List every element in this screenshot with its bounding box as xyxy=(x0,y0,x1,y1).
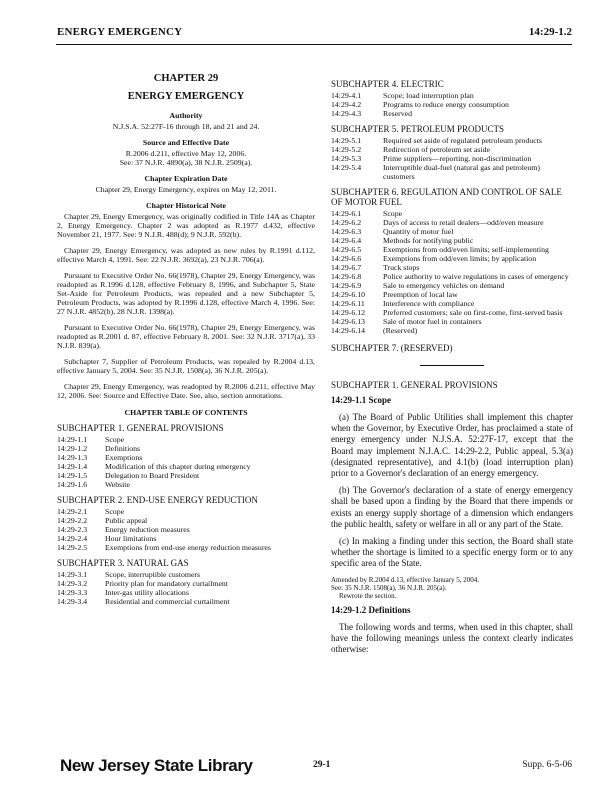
toc-section-number: 14:29-6.9 xyxy=(331,281,362,290)
source-line-2: See: 37 N.J.R. 4890(a), 38 N.J.R. 2509(a). xyxy=(119,158,253,167)
toc-section-title: Residential and commercial curtailment xyxy=(105,597,230,606)
library-watermark: New Jersey State Library xyxy=(60,756,253,775)
toc-section-number: 14:29-4.1 xyxy=(331,91,362,100)
toc-section-number: 14:29-6.4 xyxy=(331,236,362,245)
toc-section-title: Inter-gas utility allocations xyxy=(105,588,189,597)
historical-note-paragraph: Chapter 29, Energy Emergency, was adopted as new rules by R.1991 d.112, effective March 4, 1991. See: 22 N.J.R. 3692(a), 23 N.J.R. 706(a). xyxy=(57,246,315,264)
toc-section-title: Interruptible dual-fuel (natural gas and petroleum) customers xyxy=(383,163,540,181)
toc-section-title: Public appeal xyxy=(105,516,148,525)
authority-text: N.J.S.A. 52:27F-16 through 18, and 21 and 24. xyxy=(112,122,260,131)
toc-row xyxy=(57,588,315,597)
table-of-contents-right xyxy=(331,79,573,335)
toc-section-number: 14:29-2.5 xyxy=(57,543,88,552)
toc-section-title: Redirection of petroleum set aside xyxy=(383,145,490,154)
right-column xyxy=(331,73,573,661)
left-column xyxy=(57,73,315,606)
toc-section-number: 14:29-6.6 xyxy=(331,254,362,263)
toc-section-number: 14:29-2.3 xyxy=(57,525,88,534)
toc-section-title: Police authority to waive regulations in cases of emergency xyxy=(383,272,569,281)
toc-section-title: Preemption of local law xyxy=(383,290,458,299)
toc-section-title: Hour limitations xyxy=(105,534,157,543)
toc-row xyxy=(331,100,573,109)
toc-section-title: Preferred customers; sale on first-come, first-served basis xyxy=(383,308,563,317)
toc-row xyxy=(331,145,573,154)
toc-section-title: Sale to emergency vehicles on demand xyxy=(383,281,505,290)
toc-section-title: Modification of this chapter during emergency xyxy=(105,462,251,471)
toc-section-number: 14:29-6.10 xyxy=(331,290,366,299)
toc-section-title: Truck stops xyxy=(383,263,420,272)
subchapter-heading: SUBCHAPTER 1. GENERAL PROVISIONS xyxy=(57,423,224,433)
toc-row xyxy=(331,326,573,335)
toc-section-number: 14:29-5.3 xyxy=(331,154,362,163)
historical-note-heading: Chapter Historical Note xyxy=(146,201,226,210)
toc-row xyxy=(57,471,315,480)
supplement-date: Supp. 6-5-06 xyxy=(522,760,572,770)
toc-section-number: 14:29-3.1 xyxy=(57,570,88,579)
expiration-text: Chapter 29, Energy Emergency, expires on May 12, 2011. xyxy=(95,185,277,194)
toc-section-number: 14:29-3.2 xyxy=(57,579,88,588)
toc-section-title: Reserved xyxy=(383,109,413,118)
toc-section-number: 14:29-6.2 xyxy=(331,218,362,227)
toc-row xyxy=(331,263,573,272)
toc-section-title: Methods for notifying public xyxy=(383,236,474,245)
toc-section-number: 14:29-5.2 xyxy=(331,145,362,154)
toc-section-number: 14:29-2.2 xyxy=(57,516,88,525)
subchapter-heading: SUBCHAPTER 3. NATURAL GAS xyxy=(57,558,189,568)
expiration-heading: Chapter Expiration Date xyxy=(144,174,228,183)
source-heading: Source and Effective Date xyxy=(142,138,230,147)
toc-section-number: 14:29-5.4 xyxy=(331,163,362,172)
toc-section-number: 14:29-6.14 xyxy=(331,326,366,335)
running-header-section: 14:29-1.2 xyxy=(528,26,572,38)
toc-section-number: 14:29-2.4 xyxy=(57,534,88,543)
historical-note xyxy=(57,212,315,400)
toc-section-title: Exemptions xyxy=(105,453,143,462)
historical-note-paragraph: Chapter 29, Energy Emergency, was originally codified in Title 14A as Chapter 2, Energy Emergency. Chapter 2 was adopted as R.1977 d.432, effective November 21, 1977. See: 9 N.J.R. 488(d); 9 N.J.R. 592(b). xyxy=(57,212,315,239)
historical-note-paragraph: Pursuant to Executive Order No. 66(1978), Chapter 29, Energy Emergency, was readopted as R.1996 d.128, effective February 8, 1996, and Subchapter 5, State Set-Aside for Petroleum Products, was repealed and a new Subchapter 5, Petroleum Products, was adopted by R.1996 d.128, effective March 4, 1996. See: 27 N.J.R. 4852(b), 28 N.J.R. 1398(a). xyxy=(57,271,315,316)
toc-row xyxy=(57,444,315,453)
historical-note-paragraph: Pursuant to Executive Order No. 66(1978), Chapter 29, Energy Emergency, was readopted as R.2001 d. 87, effective February 8, 2001. See: 32 N.J.R. 3717(a), 33 N.J.R. 839(a). xyxy=(57,323,315,350)
toc-row xyxy=(331,281,573,290)
toc-section-title: Energy reduction measures xyxy=(105,525,190,534)
toc-row xyxy=(331,254,573,263)
section-1-1-para-c: (c) In making a finding under this section, the Board shall state whether the shortage is limited to a specific energy form or to any specific area of the State. xyxy=(331,536,573,569)
toc-section-number: 14:29-1.3 xyxy=(57,453,88,462)
section-14-29-1-1-heading: 14:29-1.1 Scope xyxy=(331,395,391,405)
toc-section-title: Quantity of motor fuel xyxy=(383,227,454,236)
toc-section-title: Scope xyxy=(105,507,125,516)
section-1-1-para-a: (a) The Board of Public Utilities shall implement this chapter when the Governor, by Executive Order, has proclaimed a state of energy emergency under N.J.S.A. 52:27F-17, except that the Board may implement N.J.A.C. 14:29-2.2, Public appeal, 5.3(a) (designated representative), and 4.1(b) (load interruption plan) prior to a Governor's declaration of an energy emergency. xyxy=(331,412,573,479)
section-14-29-1-2-heading: 14:29-1.2 Definitions xyxy=(331,604,411,615)
source-line-1: R.2006 d.211, effective May 12, 2006. xyxy=(125,149,247,158)
amendment-line-3: Rewrote the section. xyxy=(339,591,397,600)
toc-section-title: Programs to reduce energy consumption xyxy=(383,100,509,109)
toc-section-title: (Reserved) xyxy=(383,326,418,335)
toc-section-number: 14:29-1.5 xyxy=(57,471,88,480)
toc-row xyxy=(331,245,573,254)
toc-section-title: Priority plan for mandatory curtailment xyxy=(105,579,228,588)
chapter-title: ENERGY EMERGENCY xyxy=(127,91,245,102)
toc-row xyxy=(331,236,573,245)
toc-row xyxy=(57,507,315,516)
toc-row xyxy=(57,570,315,579)
toc-row xyxy=(331,317,573,326)
toc-section-number: 14:29-1.1 xyxy=(57,435,88,444)
toc-section-number: 14:29-6.13 xyxy=(331,317,366,326)
toc-section-number: 14:29-1.4 xyxy=(57,462,88,471)
toc-row xyxy=(57,534,315,543)
toc-section-number: 14:29-6.7 xyxy=(331,263,362,272)
subchapter-heading: SUBCHAPTER 4. ELECTRIC xyxy=(331,79,444,89)
toc-row xyxy=(331,290,573,299)
chapter-number: CHAPTER 29 xyxy=(153,73,219,84)
subchapter-heading: SUBCHAPTER 2. END-USE ENERGY REDUCTION xyxy=(57,495,258,505)
toc-section-number: 14:29-3.3 xyxy=(57,588,88,597)
page-number: 29-1 xyxy=(313,760,331,770)
header-rule xyxy=(56,44,572,45)
toc-section-title: Required set aside of regulated petroleum products xyxy=(383,136,542,145)
toc-row xyxy=(57,453,315,462)
toc-section-title: Exemptions from odd/even limits; self-implementing xyxy=(383,245,549,254)
section-1-1-para-b: (b) The Governor's declaration of a state of energy emergency shall be based upon a finding by the Board that there impends or exists an energy supply shortage of a dimension which endangers the public health, safety or welfare in all or any part of the State. xyxy=(331,485,573,529)
toc-row xyxy=(57,435,315,444)
toc-row xyxy=(331,308,573,317)
toc-row xyxy=(331,209,573,218)
toc-section-title: Days of access to retail dealers—odd/even measure xyxy=(383,218,544,227)
toc-section-number: 14:29-6.12 xyxy=(331,308,366,317)
toc-section-title: Exemptions from end-use energy reduction measures xyxy=(105,543,271,552)
toc-row xyxy=(57,480,315,489)
toc-section-title: Scope xyxy=(383,209,403,218)
toc-section-number: 14:29-1.6 xyxy=(57,480,88,489)
subchapter-heading: SUBCHAPTER 5. PETROLEUM PRODUCTS xyxy=(331,124,505,134)
toc-row xyxy=(331,272,573,281)
section-divider xyxy=(420,365,484,366)
toc-section-number: 14:29-4.3 xyxy=(331,109,362,118)
toc-section-title: Prime suppliers—reporting, non-discrimination xyxy=(383,154,532,163)
running-header-title: ENERGY EMERGENCY xyxy=(57,26,183,38)
toc-section-title: Exemptions from odd/even limits; by application xyxy=(383,254,537,263)
toc-section-number: 14:29-3.4 xyxy=(57,597,88,606)
toc-row xyxy=(331,91,573,100)
toc-section-number: 14:29-6.3 xyxy=(331,227,362,236)
amendment-note xyxy=(331,576,573,600)
toc-section-number: 14:29-6.8 xyxy=(331,272,362,281)
toc-row xyxy=(331,227,573,236)
toc-row xyxy=(57,462,315,471)
toc-row xyxy=(57,516,315,525)
toc-row xyxy=(57,525,315,534)
subchapter-1-heading: SUBCHAPTER 1. GENERAL PROVISIONS xyxy=(331,380,498,390)
toc-row xyxy=(57,597,315,606)
subchapter-7-entry: SUBCHAPTER 7. (RESERVED) xyxy=(331,343,453,353)
historical-note-paragraph: Subchapter 7, Supplier of Petroleum Products, was repealed by R.2004 d.13, effective January 5, 2004. See: 35 N.J.R. 1508(a), 36 N.J.R. 205(a). xyxy=(57,357,315,375)
toc-section-title: Interference with compliance xyxy=(383,299,475,308)
toc-title: CHAPTER TABLE OF CONTENTS xyxy=(124,408,248,417)
toc-row xyxy=(57,543,315,552)
toc-row xyxy=(331,154,573,163)
toc-section-title: Scope, interruptible customers xyxy=(105,570,201,579)
toc-section-title: Definitions xyxy=(105,444,141,453)
section-1-2-intro: The following words and terms, when used in this chapter, shall have the following meanings unless the context clearly indicates otherwise: xyxy=(331,621,573,655)
toc-section-number: 14:29-1.2 xyxy=(57,444,88,453)
toc-row xyxy=(331,109,573,118)
toc-section-number: 14:29-6.5 xyxy=(331,245,362,254)
toc-row xyxy=(331,299,573,308)
amendment-line-2: See: 35 N.J.R. 1508(a), 36 N.J.R. 205(a). xyxy=(331,583,447,592)
historical-note-paragraph: Chapter 29, Energy Emergency, was readopted by R.2006 d.211, effective May 12, 2006. See: Source and Effective Date. See, also, section annotations. xyxy=(57,382,315,400)
toc-row xyxy=(331,218,573,227)
toc-section-number: 14:29-2.1 xyxy=(57,507,88,516)
table-of-contents-left xyxy=(57,423,315,606)
toc-row xyxy=(57,579,315,588)
toc-section-number: 14:29-6.11 xyxy=(331,299,365,308)
toc-section-title: Scope xyxy=(105,435,125,444)
toc-row xyxy=(331,136,573,145)
toc-section-number: 14:29-5.1 xyxy=(331,136,362,145)
toc-row xyxy=(331,163,573,181)
toc-section-title: Website xyxy=(105,480,130,489)
amendment-line-1: Amended by R.2004 d.13, effective January 5, 2004. xyxy=(331,575,480,584)
authority-heading: Authority xyxy=(169,111,203,120)
toc-section-number: 14:29-4.2 xyxy=(331,100,362,109)
toc-section-title: Sale of motor fuel in containers xyxy=(383,317,482,326)
toc-section-number: 14:29-6.1 xyxy=(331,209,362,218)
subchapter-heading: SUBCHAPTER 6. REGULATION AND CONTROL OF SALE OF MOTOR FUEL xyxy=(331,187,562,207)
toc-section-title: Scope; load interruption plan xyxy=(383,91,474,100)
toc-section-title: Delegation to Board President xyxy=(105,471,200,480)
